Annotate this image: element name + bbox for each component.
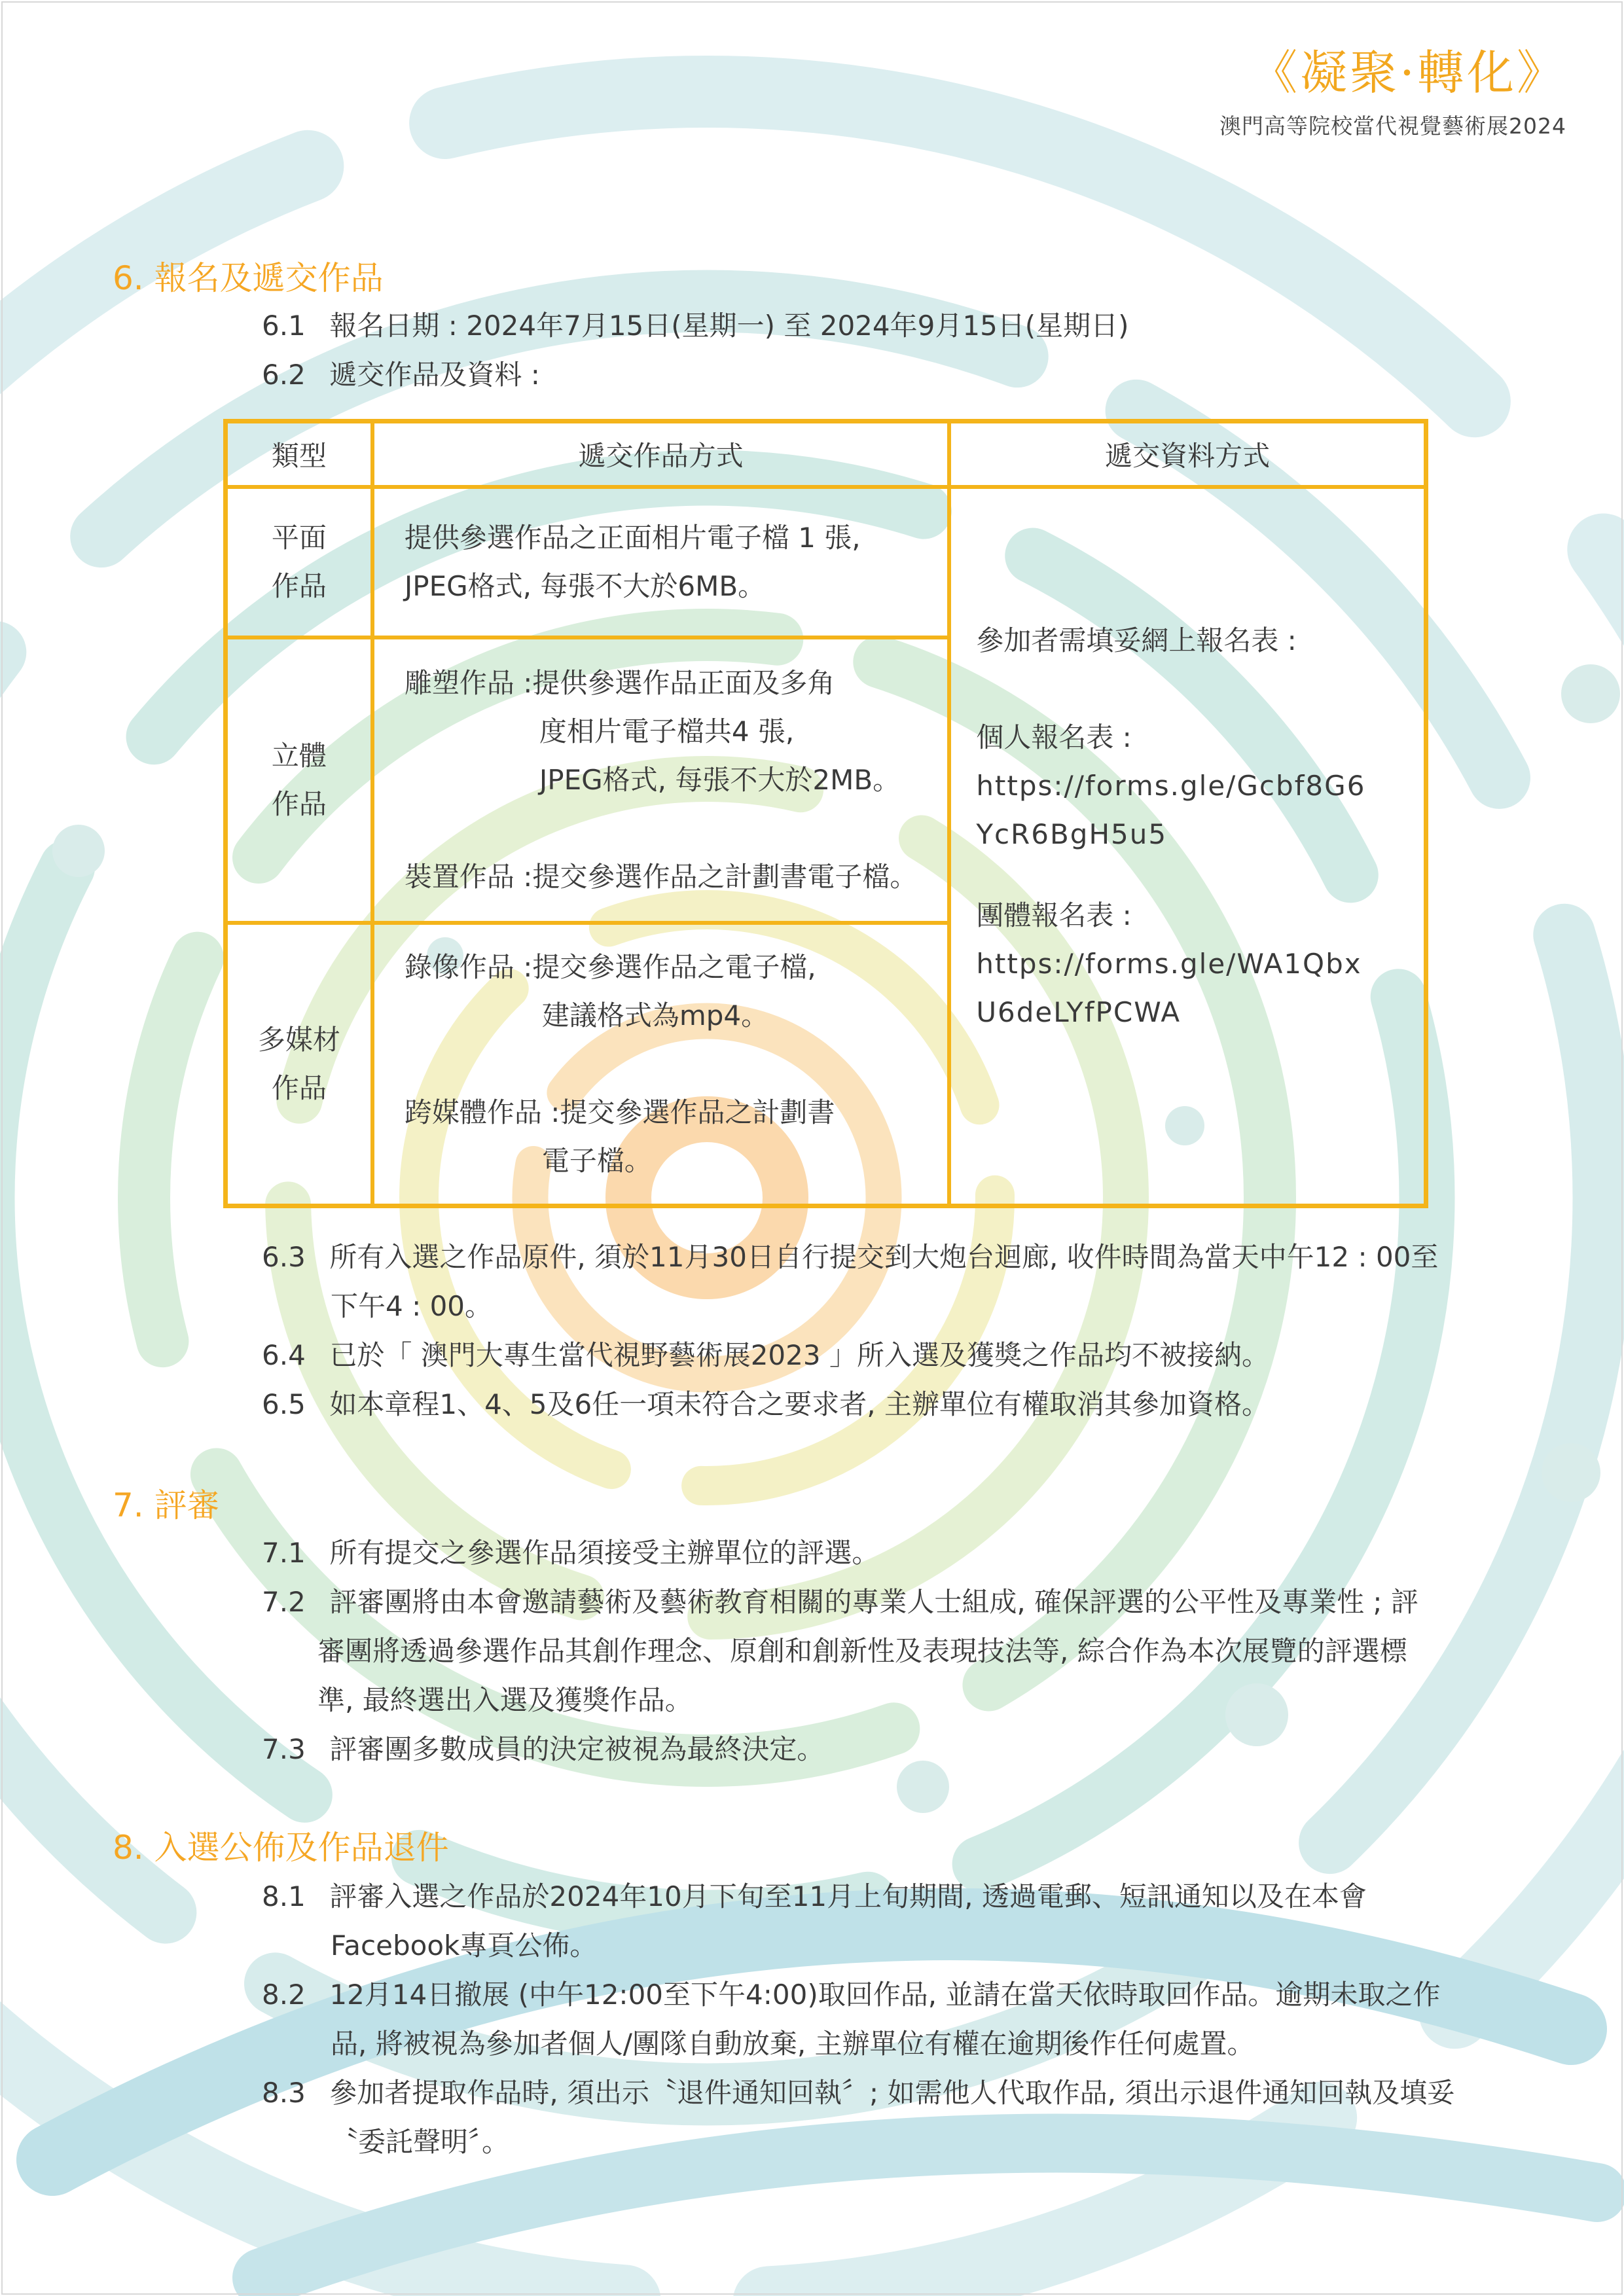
item-number: 6.4 <box>262 1339 306 1371</box>
item-text-cont: 審團將透過參選作品其創作理念、原創和創新性及表現技法等, 綜合作為本次展覽的評選標 <box>317 1635 1407 1667</box>
type-line: 立體 <box>271 740 327 772</box>
item-7-2 <box>262 1577 1418 1725</box>
item-text: 如本章程1、4、5及6任一項未符合之要求者, 主辦單位有權取消其參加資格。 <box>329 1388 1269 1420</box>
sculpture-label: 雕塑作品 : <box>404 667 533 699</box>
section-6-title: 6. 報名及遞交作品 <box>113 259 384 297</box>
mode-line: 提交參選作品之計劃書 <box>560 1096 835 1128</box>
item-8-1 <box>262 1872 1367 1970</box>
personal-form-label: 個人報名表 : <box>976 721 1132 753</box>
header-work-method: 遞交作品方式 <box>372 422 949 488</box>
header-type: 類型 <box>226 422 372 488</box>
type-line: 平面 <box>271 522 327 554</box>
item-6-5 <box>262 1380 1269 1429</box>
item-6-1 <box>262 301 1129 350</box>
item-text: 遞交作品及資料 : <box>329 359 540 391</box>
group-form-label: 團體報名表 : <box>976 899 1132 931</box>
installation-label: 裝置作品 : <box>404 861 533 893</box>
table-row-2d <box>226 487 1426 637</box>
mode-line: 提交參選作品之電子檔, <box>532 951 816 983</box>
item-number: 8.3 <box>262 2077 306 2109</box>
item-number: 8.2 <box>262 1979 306 2011</box>
item-text: 所有提交之參選作品須接受主辦單位的評選。 <box>329 1537 880 1569</box>
exhibition-subtitle: 澳門高等院校當代視覺藝術展2024 <box>1219 113 1566 139</box>
item-text: 評審入選之作品於2024年10月下旬至11月上旬期間, 透過電郵、短訊通知以及在本會 <box>329 1880 1367 1912</box>
item-text: 報名日期 : 2024年7月15日(星期一) 至 2024年9月15日(星期日) <box>329 310 1129 342</box>
group-form-url-cont[interactable]: U6deLYfPCWA <box>976 996 1182 1028</box>
submission-table <box>223 419 1428 1208</box>
item-text: 已於「 澳門大專生當代視野藝術展2023 」所入選及獲獎之作品均不被接納。 <box>329 1339 1269 1371</box>
mode-line: 提交參選作品之計劃書電子檔。 <box>532 861 918 893</box>
info-cell <box>949 487 1426 1206</box>
item-number: 6.2 <box>262 359 306 391</box>
item-number: 7.2 <box>262 1586 306 1618</box>
video-label: 錄像作品 : <box>404 951 533 983</box>
mode-line: JPEG格式, 每張不大於6MB。 <box>404 570 766 602</box>
personal-form-url[interactable]: https://forms.gle/Gcbf8G6 <box>976 770 1366 802</box>
type-line: 作品 <box>271 570 327 602</box>
item-text: 12月14日撤展 (中午12:00至下午4:00)取回作品, 並請在當天依時取回作品。逾期未取之作 <box>329 1979 1441 2011</box>
item-text-cont: 下午4 : 00。 <box>331 1290 493 1322</box>
mode-cell <box>372 637 949 923</box>
type-cell <box>226 923 372 1206</box>
item-text-cont: 品, 將被視為參加者個人/團隊自動放棄, 主辦單位有權在逾期後作任何處置。 <box>331 2028 1255 2060</box>
item-number: 6.3 <box>262 1241 306 1273</box>
section-7-title: 7. 評審 <box>113 1486 220 1524</box>
item-text: 評審團將由本會邀請藝術及藝術教育相關的專業人士組成, 確保評選的公平性及專業性 ; 評 <box>329 1586 1418 1618</box>
cross-media-label: 跨媒體作品 : <box>404 1096 560 1128</box>
item-6-2 <box>262 350 540 399</box>
item-7-3 <box>262 1725 824 1774</box>
mode-line: 建議格式為mp4。 <box>541 999 769 1031</box>
item-number: 8.1 <box>262 1880 306 1912</box>
mode-line: 提供參選作品之正面相片電子檔 1 張, <box>404 522 861 554</box>
mode-cell <box>372 487 949 637</box>
table-header-row <box>226 422 1426 488</box>
item-text: 評審團多數成員的決定被視為最終決定。 <box>329 1733 825 1765</box>
item-text-cont: 準, 最終選出入選及獲獎作品。 <box>317 1684 693 1716</box>
item-6-4 <box>262 1331 1269 1380</box>
item-text-cont: 〝委託聲明〞。 <box>331 2126 510 2158</box>
mode-line: 提供參選作品正面及多角 <box>532 667 835 699</box>
info-intro: 參加者需填妥網上報名表 : <box>976 624 1297 656</box>
item-number: 6.1 <box>262 310 306 342</box>
item-number: 6.5 <box>262 1388 306 1420</box>
type-line: 作品 <box>271 1072 327 1104</box>
group-form-url[interactable]: https://forms.gle/WA1Qbx <box>976 948 1362 980</box>
item-8-3 <box>262 2068 1454 2166</box>
item-text: 所有入選之作品原件, 須於11月30日自行提交到大炮台迴廊, 收件時間為當天中午12 : 00至 <box>329 1241 1439 1273</box>
item-7-1 <box>262 1528 879 1577</box>
type-cell <box>226 487 372 637</box>
type-line: 作品 <box>271 788 327 820</box>
exhibition-title: 《凝聚·轉化》 <box>1250 45 1566 100</box>
type-cell <box>226 637 372 923</box>
type-line: 多媒材 <box>257 1024 340 1056</box>
item-6-3 <box>262 1232 1438 1331</box>
mode-cell <box>372 923 949 1206</box>
mode-line: 電子檔。 <box>541 1145 652 1177</box>
header <box>1219 46 1566 140</box>
item-8-2 <box>262 1970 1440 2068</box>
personal-form-url-cont[interactable]: YcR6BgH5u5 <box>976 818 1168 850</box>
mode-line: 度相片電子檔共4 張, <box>539 715 795 747</box>
item-number: 7.1 <box>262 1537 306 1569</box>
header-info-method: 遞交資料方式 <box>949 422 1426 488</box>
mode-line: JPEG格式, 每張不大於2MB。 <box>539 764 901 796</box>
item-number: 7.3 <box>262 1733 306 1765</box>
item-text: 參加者提取作品時, 須出示〝退件通知回執〞; 如需他人代取作品, 須出示退件通知回執及填妥 <box>329 2077 1455 2109</box>
section-8-title: 8. 入選公佈及作品退件 <box>113 1829 449 1867</box>
item-text-cont: Facebook專頁公佈。 <box>331 1929 598 1962</box>
